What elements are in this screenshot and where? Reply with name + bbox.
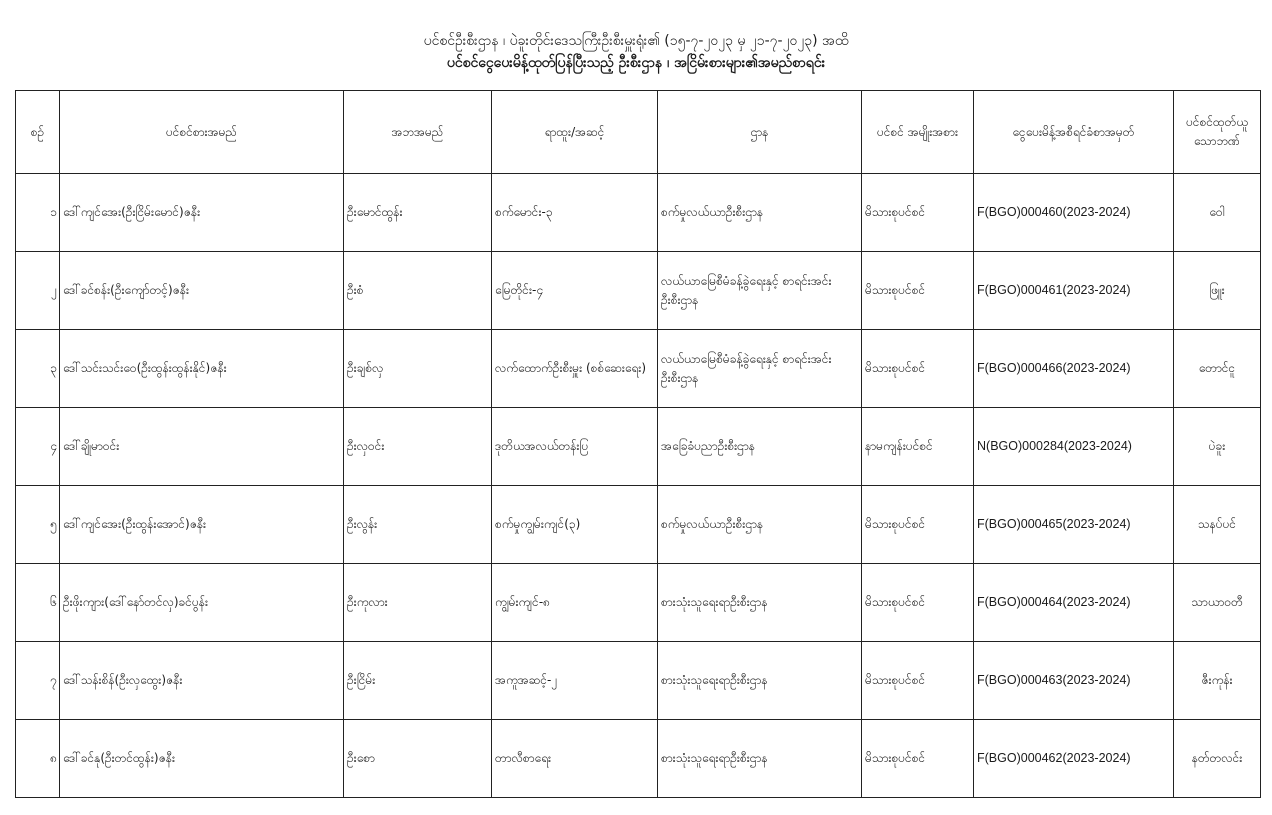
table-row: [16, 486, 1261, 564]
title-line-1: ပင်စင်ဦးစီးဌာန ၊ ပဲခူးတိုင်းဒေသကြီးဦးစီးမှူးရုံး၏ (၁၅-၇-၂၀၂၃ မှ ၂၁-၇-၂၀၂၃) အထိ: [423, 33, 849, 49]
cell-name: ဒေါ်ချိုမာဝင်း: [60, 408, 344, 486]
cell-name: ဒေါ်သန်းစိန်(ဦးလှထွေး)ဇနီး: [60, 642, 344, 720]
cell-rank: အကူအဆင့်-၂: [492, 642, 658, 720]
cell-rank: မြေတိုင်း-၄: [492, 252, 658, 330]
cell-pension-type: မိသားစုပင်စင်: [862, 252, 974, 330]
col-header-no: စဉ်: [16, 91, 60, 174]
cell-department: စားသုံးသူရေးရာဦးစီးဌာန: [658, 564, 862, 642]
cell-name: ဒေါ်ခင်စန်း(ဦးကျော်တင့်)ဇနီး: [60, 252, 344, 330]
cell-father: ဦးလွန်း: [344, 486, 492, 564]
cell-bank: ဝေါ: [1174, 174, 1261, 252]
cell-no: ၆: [16, 564, 60, 642]
cell-report-number: F(BGO)000466(2023-2024): [974, 330, 1174, 408]
cell-name: ဒေါ်ကျင်အေး(ဦးငြိမ်းမောင်)ဇနီး: [60, 174, 344, 252]
cell-department: စက်မှုလယ်ယာဦးစီးဌာန: [658, 486, 862, 564]
table-row: [16, 174, 1261, 252]
cell-department: လယ်ယာမြေစီမံခန့်ခွဲရေးနှင့် စာရင်းအင်းဦးစီးဌာန: [658, 330, 862, 408]
cell-bank: နတ်တလင်း: [1174, 720, 1261, 798]
title-line-2: ပင်စင်ငွေပေးမိန့်ထုတ်ပြန်ပြီးသည့် ဦးစီးဌာန ၊ အငြိမ်းစားများ၏အမည်စာရင်း: [446, 55, 826, 71]
col-header-name: ပင်စင်စားအမည်: [60, 91, 344, 174]
cell-report-number: F(BGO)000465(2023-2024): [974, 486, 1174, 564]
table-row: [16, 564, 1261, 642]
table-row: [16, 330, 1261, 408]
cell-bank: တောင်ငူ: [1174, 330, 1261, 408]
cell-father: ဦးချစ်လှ: [344, 330, 492, 408]
cell-rank: စက်မှုကျွမ်းကျင်(၃): [492, 486, 658, 564]
cell-rank: တာလီစာရေး: [492, 720, 658, 798]
cell-pension-type: မိသားစုပင်စင်: [862, 564, 974, 642]
cell-pension-type: မိသားစုပင်စင်: [862, 720, 974, 798]
cell-department: စားသုံးသူရေးရာဦးစီးဌာန: [658, 642, 862, 720]
col-header-bank: ပင်စင်ထုတ်ယူ သောဘဏ်: [1174, 91, 1261, 174]
cell-report-number: F(BGO)000463(2023-2024): [974, 642, 1174, 720]
cell-department: စက်မှုလယ်ယာဦးစီးဌာန: [658, 174, 862, 252]
cell-name: ဦးဖိုးကျား(ဒေါ်နော်တင်လှ)ခင်ပွန်း: [60, 564, 344, 642]
cell-bank: ဇီးကုန်း: [1174, 642, 1261, 720]
col-header-father: အဘအမည်: [344, 91, 492, 174]
cell-report-number: F(BGO)000460(2023-2024): [974, 174, 1174, 252]
cell-name: ဒေါ်ခင်နု(ဦးတင်ထွန်း)ဇနီး: [60, 720, 344, 798]
cell-father: ဦးငြိမ်း: [344, 642, 492, 720]
cell-pension-type: မိသားစုပင်စင်: [862, 642, 974, 720]
cell-bank: ဖြူး: [1174, 252, 1261, 330]
cell-pension-type: နာမကျန်းပင်စင်: [862, 408, 974, 486]
col-header-department: ဌာန: [658, 91, 862, 174]
cell-rank: ကျွမ်းကျင်-၈: [492, 564, 658, 642]
table-row: [16, 408, 1261, 486]
col-header-pension-type: ပင်စင် အမျိုးအစား: [862, 91, 974, 174]
document-title: [0, 30, 1272, 74]
cell-rank: လက်ထောက်ဦးစီးမှူး (စစ်ဆေးရေး): [492, 330, 658, 408]
table-row: [16, 720, 1261, 798]
cell-father: ဦးကုလား: [344, 564, 492, 642]
cell-no: ၂: [16, 252, 60, 330]
cell-rank: စက်မောင်း-၃: [492, 174, 658, 252]
cell-no: ၄: [16, 408, 60, 486]
cell-no: ၃: [16, 330, 60, 408]
cell-bank: သနပ်ပင်: [1174, 486, 1261, 564]
cell-bank: သာယာဝတီ: [1174, 564, 1261, 642]
cell-no: ၇: [16, 642, 60, 720]
cell-father: ဦးစော: [344, 720, 492, 798]
cell-pension-type: မိသားစုပင်စင်: [862, 174, 974, 252]
pensioner-table: [15, 90, 1261, 798]
cell-department: လယ်ယာမြေစီမံခန့်ခွဲရေးနှင့် စာရင်းအင်းဦးစီးဌာန: [658, 252, 862, 330]
cell-no: ၅: [16, 486, 60, 564]
cell-department: အခြေခံပညာဦးစီးဌာန: [658, 408, 862, 486]
cell-report-number: F(BGO)000461(2023-2024): [974, 252, 1174, 330]
cell-father: ဦးလှဝင်း: [344, 408, 492, 486]
table-row: [16, 642, 1261, 720]
cell-name: ဒေါ်သင်းသင်းဝေ(ဦးထွန်းထွန်းနိုင်)ဇနီး: [60, 330, 344, 408]
cell-bank: ပဲခူး: [1174, 408, 1261, 486]
table-row: [16, 252, 1261, 330]
cell-report-number: N(BGO)000284(2023-2024): [974, 408, 1174, 486]
table-header-row: [16, 91, 1261, 174]
cell-report-number: F(BGO)000462(2023-2024): [974, 720, 1174, 798]
col-header-report-number: ငွေပေးမိန့်အစီရင်ခံစာအမှတ်: [974, 91, 1174, 174]
cell-father: ဦးမောင်ထွန်း: [344, 174, 492, 252]
cell-father: ဦးစံ: [344, 252, 492, 330]
cell-report-number: F(BGO)000464(2023-2024): [974, 564, 1174, 642]
cell-name: ဒေါ်ကျင်အေး(ဦးထွန်းအောင်)ဇနီး: [60, 486, 344, 564]
cell-no: ၁: [16, 174, 60, 252]
cell-no: ၈: [16, 720, 60, 798]
cell-rank: ဒုတိယအလယ်တန်းပြ: [492, 408, 658, 486]
cell-pension-type: မိသားစုပင်စင်: [862, 486, 974, 564]
cell-pension-type: မိသားစုပင်စင်: [862, 330, 974, 408]
cell-department: စားသုံးသူရေးရာဦးစီးဌာန: [658, 720, 862, 798]
col-header-rank: ရာထူး/အဆင့်: [492, 91, 658, 174]
